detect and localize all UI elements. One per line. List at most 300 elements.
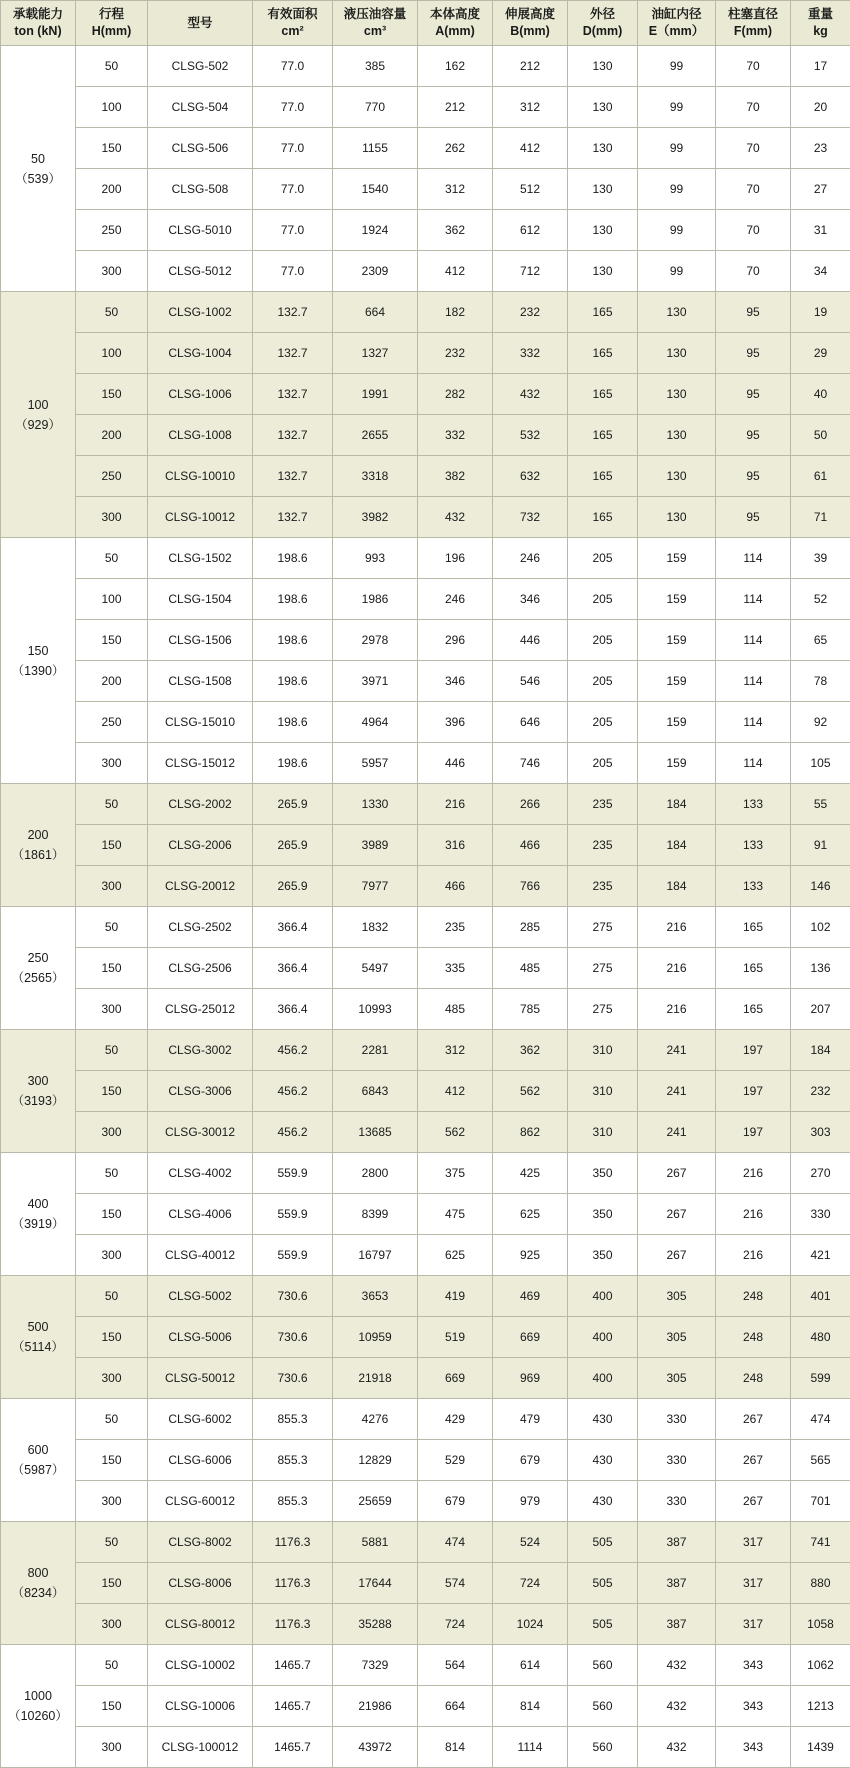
cell-oil: 664 (333, 292, 418, 333)
cell-b: 285 (493, 907, 568, 948)
cell-oil: 1330 (333, 784, 418, 825)
cell-oil: 2655 (333, 415, 418, 456)
cell-d: 235 (568, 866, 638, 907)
cell-weight: 52 (791, 579, 850, 620)
table-row (1, 415, 850, 456)
cell-a: 475 (418, 1194, 493, 1235)
cell-stroke: 50 (76, 907, 148, 948)
cell-b: 246 (493, 538, 568, 579)
cell-f: 133 (716, 784, 791, 825)
cell-e: 99 (638, 46, 716, 87)
cell-oil: 10959 (333, 1317, 418, 1358)
cell-b: 724 (493, 1563, 568, 1604)
cell-d: 350 (568, 1153, 638, 1194)
capacity-ton: 100 (1, 395, 75, 415)
cell-area: 855.3 (253, 1440, 333, 1481)
cell-b: 1024 (493, 1604, 568, 1645)
table-row (1, 169, 850, 210)
cell-a: 335 (418, 948, 493, 989)
capacity-ton: 800 (1, 1563, 75, 1583)
table-row (1, 1030, 850, 1071)
cell-e: 241 (638, 1112, 716, 1153)
capacity-kn: （5114） (1, 1337, 75, 1357)
cell-area: 366.4 (253, 907, 333, 948)
cell-area: 77.0 (253, 46, 333, 87)
cell-b: 814 (493, 1686, 568, 1727)
cell-oil: 17644 (333, 1563, 418, 1604)
cell-area: 1465.7 (253, 1645, 333, 1686)
cell-f: 114 (716, 620, 791, 661)
cell-d: 165 (568, 415, 638, 456)
cell-model: CLSG-6006 (148, 1440, 253, 1481)
capacity-ton: 500 (1, 1317, 75, 1337)
cell-area: 265.9 (253, 866, 333, 907)
cell-stroke: 50 (76, 1276, 148, 1317)
cell-model: CLSG-5006 (148, 1317, 253, 1358)
cell-a: 396 (418, 702, 493, 743)
cell-b: 485 (493, 948, 568, 989)
cell-oil: 4964 (333, 702, 418, 743)
cell-oil: 993 (333, 538, 418, 579)
cell-area: 855.3 (253, 1481, 333, 1522)
capacity-kn: （3193） (1, 1091, 75, 1111)
cell-b: 766 (493, 866, 568, 907)
capacity-kn: （10260） (1, 1706, 75, 1726)
cell-b: 212 (493, 46, 568, 87)
cell-a: 814 (418, 1727, 493, 1768)
cell-weight: 55 (791, 784, 850, 825)
capacity-kn: （539） (1, 169, 75, 189)
cell-f: 114 (716, 538, 791, 579)
column-header-line2: E（mm） (638, 23, 715, 40)
cell-a: 212 (418, 87, 493, 128)
cell-weight: 50 (791, 415, 850, 456)
cell-d: 430 (568, 1481, 638, 1522)
table-row (1, 210, 850, 251)
table-row (1, 579, 850, 620)
cell-b: 412 (493, 128, 568, 169)
cell-model: CLSG-10012 (148, 497, 253, 538)
cell-stroke: 300 (76, 1358, 148, 1399)
cell-b: 632 (493, 456, 568, 497)
cell-stroke: 300 (76, 1604, 148, 1645)
cell-a: 296 (418, 620, 493, 661)
table-row (1, 456, 850, 497)
cell-model: CLSG-502 (148, 46, 253, 87)
cell-b: 546 (493, 661, 568, 702)
cell-f: 248 (716, 1358, 791, 1399)
cell-e: 99 (638, 251, 716, 292)
cell-f: 95 (716, 497, 791, 538)
cell-oil: 1540 (333, 169, 418, 210)
cell-weight: 599 (791, 1358, 850, 1399)
cell-b: 479 (493, 1399, 568, 1440)
cell-stroke: 50 (76, 1153, 148, 1194)
cell-e: 267 (638, 1194, 716, 1235)
column-header-line1: 承载能力 (1, 6, 75, 23)
table-row (1, 1563, 850, 1604)
cell-area: 132.7 (253, 292, 333, 333)
cell-b: 512 (493, 169, 568, 210)
cell-model: CLSG-506 (148, 128, 253, 169)
table-row (1, 907, 850, 948)
header-row (1, 1, 850, 46)
cell-weight: 401 (791, 1276, 850, 1317)
cell-area: 1176.3 (253, 1563, 333, 1604)
cell-a: 196 (418, 538, 493, 579)
cell-d: 275 (568, 948, 638, 989)
cell-oil: 2309 (333, 251, 418, 292)
column-header-5 (418, 1, 493, 46)
cell-area: 730.6 (253, 1317, 333, 1358)
column-header-line1: 伸展高度 (493, 6, 567, 23)
cell-weight: 40 (791, 374, 850, 415)
cell-area: 1176.3 (253, 1604, 333, 1645)
cell-weight: 34 (791, 251, 850, 292)
cell-oil: 13685 (333, 1112, 418, 1153)
cell-oil: 3318 (333, 456, 418, 497)
cell-d: 400 (568, 1276, 638, 1317)
capacity-ton: 200 (1, 825, 75, 845)
cell-b: 232 (493, 292, 568, 333)
cell-b: 362 (493, 1030, 568, 1071)
cell-e: 387 (638, 1563, 716, 1604)
cell-d: 130 (568, 128, 638, 169)
cell-a: 382 (418, 456, 493, 497)
cell-d: 430 (568, 1399, 638, 1440)
cell-oil: 3982 (333, 497, 418, 538)
cell-b: 446 (493, 620, 568, 661)
table-row (1, 702, 850, 743)
cell-b: 612 (493, 210, 568, 251)
cell-weight: 1439 (791, 1727, 850, 1768)
cell-e: 267 (638, 1153, 716, 1194)
table-row (1, 661, 850, 702)
cell-area: 265.9 (253, 784, 333, 825)
cell-area: 1465.7 (253, 1686, 333, 1727)
cell-stroke: 300 (76, 1112, 148, 1153)
cell-area: 559.9 (253, 1235, 333, 1276)
cell-oil: 6843 (333, 1071, 418, 1112)
cell-e: 330 (638, 1481, 716, 1522)
table-row (1, 1399, 850, 1440)
cell-oil: 770 (333, 87, 418, 128)
cell-b: 979 (493, 1481, 568, 1522)
cell-e: 130 (638, 497, 716, 538)
cell-a: 312 (418, 169, 493, 210)
capacity-cell (1, 907, 76, 1030)
table-row (1, 1235, 850, 1276)
cell-area: 366.4 (253, 948, 333, 989)
cell-model: CLSG-1004 (148, 333, 253, 374)
cell-stroke: 150 (76, 948, 148, 989)
cell-weight: 20 (791, 87, 850, 128)
cell-area: 132.7 (253, 456, 333, 497)
cell-stroke: 50 (76, 1645, 148, 1686)
cell-weight: 78 (791, 661, 850, 702)
table-row (1, 1727, 850, 1768)
table-row (1, 87, 850, 128)
cell-d: 130 (568, 210, 638, 251)
cell-f: 165 (716, 948, 791, 989)
cell-model: CLSG-30012 (148, 1112, 253, 1153)
table-row (1, 1153, 850, 1194)
cell-oil: 3971 (333, 661, 418, 702)
cell-oil: 1832 (333, 907, 418, 948)
table-body (1, 46, 850, 1768)
cell-b: 625 (493, 1194, 568, 1235)
cell-area: 1465.7 (253, 1727, 333, 1768)
cell-area: 730.6 (253, 1276, 333, 1317)
cell-f: 95 (716, 456, 791, 497)
cell-d: 130 (568, 251, 638, 292)
cell-model: CLSG-10006 (148, 1686, 253, 1727)
cell-d: 430 (568, 1440, 638, 1481)
table-row (1, 1194, 850, 1235)
cell-f: 343 (716, 1645, 791, 1686)
column-header-10 (791, 1, 850, 46)
cell-model: CLSG-1502 (148, 538, 253, 579)
cell-oil: 21986 (333, 1686, 418, 1727)
column-header-6 (493, 1, 568, 46)
table-row (1, 1071, 850, 1112)
cell-area: 1176.3 (253, 1522, 333, 1563)
cell-oil: 2800 (333, 1153, 418, 1194)
cell-area: 855.3 (253, 1399, 333, 1440)
cell-e: 267 (638, 1235, 716, 1276)
cell-d: 310 (568, 1030, 638, 1071)
cell-d: 165 (568, 456, 638, 497)
cell-b: 746 (493, 743, 568, 784)
cell-d: 165 (568, 333, 638, 374)
cell-a: 316 (418, 825, 493, 866)
cell-stroke: 50 (76, 538, 148, 579)
cell-model: CLSG-40012 (148, 1235, 253, 1276)
cell-stroke: 300 (76, 497, 148, 538)
cell-f: 165 (716, 989, 791, 1030)
cell-d: 235 (568, 784, 638, 825)
cell-e: 432 (638, 1686, 716, 1727)
cell-oil: 1327 (333, 333, 418, 374)
cell-d: 310 (568, 1112, 638, 1153)
cell-d: 235 (568, 825, 638, 866)
cell-a: 474 (418, 1522, 493, 1563)
cell-area: 198.6 (253, 538, 333, 579)
column-header-line1: 外径 (568, 6, 637, 23)
cell-stroke: 50 (76, 1522, 148, 1563)
cell-stroke: 300 (76, 866, 148, 907)
column-header-line1: 油缸内径 (638, 6, 715, 23)
capacity-cell (1, 292, 76, 538)
cell-d: 275 (568, 989, 638, 1030)
cell-d: 165 (568, 497, 638, 538)
cell-model: CLSG-8002 (148, 1522, 253, 1563)
table-row (1, 538, 850, 579)
cell-f: 317 (716, 1522, 791, 1563)
cell-f: 114 (716, 661, 791, 702)
cell-d: 505 (568, 1604, 638, 1645)
cell-model: CLSG-1008 (148, 415, 253, 456)
cell-f: 70 (716, 46, 791, 87)
cell-a: 574 (418, 1563, 493, 1604)
cell-e: 99 (638, 169, 716, 210)
capacity-kn: （1390） (1, 661, 75, 681)
table-row (1, 251, 850, 292)
cell-stroke: 150 (76, 1194, 148, 1235)
cell-oil: 35288 (333, 1604, 418, 1645)
capacity-kn: （3919） (1, 1214, 75, 1234)
capacity-kn: （8234） (1, 1583, 75, 1603)
cell-f: 197 (716, 1071, 791, 1112)
cell-f: 70 (716, 128, 791, 169)
cell-model: CLSG-80012 (148, 1604, 253, 1645)
column-header-4 (333, 1, 418, 46)
capacity-cell (1, 784, 76, 907)
cell-a: 332 (418, 415, 493, 456)
cell-stroke: 50 (76, 46, 148, 87)
cell-a: 485 (418, 989, 493, 1030)
cell-e: 130 (638, 333, 716, 374)
cell-oil: 2978 (333, 620, 418, 661)
cell-b: 1114 (493, 1727, 568, 1768)
cell-e: 184 (638, 825, 716, 866)
cell-area: 132.7 (253, 333, 333, 374)
column-header-line2: ton (kN) (1, 23, 75, 40)
cell-f: 165 (716, 907, 791, 948)
table-row (1, 989, 850, 1030)
cell-model: CLSG-20012 (148, 866, 253, 907)
cell-model: CLSG-15010 (148, 702, 253, 743)
cell-f: 197 (716, 1112, 791, 1153)
table-row (1, 866, 850, 907)
cell-e: 216 (638, 948, 716, 989)
cell-stroke: 150 (76, 1071, 148, 1112)
cell-weight: 136 (791, 948, 850, 989)
cell-e: 99 (638, 128, 716, 169)
cell-weight: 701 (791, 1481, 850, 1522)
cell-area: 198.6 (253, 743, 333, 784)
cell-stroke: 150 (76, 825, 148, 866)
cell-f: 267 (716, 1440, 791, 1481)
cell-e: 241 (638, 1030, 716, 1071)
cell-area: 132.7 (253, 374, 333, 415)
cell-e: 99 (638, 87, 716, 128)
cell-f: 317 (716, 1604, 791, 1645)
cell-oil: 4276 (333, 1399, 418, 1440)
cell-stroke: 150 (76, 128, 148, 169)
cell-stroke: 150 (76, 620, 148, 661)
cell-b: 712 (493, 251, 568, 292)
table-row (1, 948, 850, 989)
cell-stroke: 200 (76, 661, 148, 702)
cell-d: 130 (568, 46, 638, 87)
cell-b: 969 (493, 1358, 568, 1399)
cell-model: CLSG-1506 (148, 620, 253, 661)
cell-e: 159 (638, 538, 716, 579)
cell-area: 265.9 (253, 825, 333, 866)
column-header-line2: H(mm) (76, 23, 147, 40)
cell-d: 165 (568, 292, 638, 333)
cell-stroke: 50 (76, 1399, 148, 1440)
cell-weight: 91 (791, 825, 850, 866)
table-row (1, 1481, 850, 1522)
table-row (1, 1358, 850, 1399)
cell-weight: 303 (791, 1112, 850, 1153)
cell-e: 159 (638, 743, 716, 784)
cell-weight: 39 (791, 538, 850, 579)
cell-e: 130 (638, 374, 716, 415)
cell-weight: 1213 (791, 1686, 850, 1727)
table-row (1, 128, 850, 169)
cell-a: 262 (418, 128, 493, 169)
cell-a: 182 (418, 292, 493, 333)
cell-weight: 184 (791, 1030, 850, 1071)
column-header-line2: cm³ (333, 23, 417, 40)
cell-oil: 385 (333, 46, 418, 87)
cell-e: 305 (638, 1358, 716, 1399)
capacity-ton: 300 (1, 1071, 75, 1091)
cell-d: 400 (568, 1317, 638, 1358)
cell-oil: 5881 (333, 1522, 418, 1563)
cell-b: 862 (493, 1112, 568, 1153)
cell-a: 466 (418, 866, 493, 907)
cell-stroke: 250 (76, 210, 148, 251)
cell-e: 184 (638, 784, 716, 825)
cell-a: 419 (418, 1276, 493, 1317)
table-row (1, 333, 850, 374)
cell-a: 362 (418, 210, 493, 251)
cell-model: CLSG-10010 (148, 456, 253, 497)
cell-b: 669 (493, 1317, 568, 1358)
cell-oil: 1986 (333, 579, 418, 620)
cell-d: 350 (568, 1194, 638, 1235)
cell-model: CLSG-5012 (148, 251, 253, 292)
column-header-line1: 液压油容量 (333, 6, 417, 23)
cell-weight: 31 (791, 210, 850, 251)
table-header (1, 1, 850, 46)
cell-d: 205 (568, 579, 638, 620)
cell-model: CLSG-2506 (148, 948, 253, 989)
cell-stroke: 300 (76, 743, 148, 784)
cell-weight: 92 (791, 702, 850, 743)
cell-f: 95 (716, 292, 791, 333)
cell-oil: 10993 (333, 989, 418, 1030)
capacity-ton: 150 (1, 641, 75, 661)
cell-e: 241 (638, 1071, 716, 1112)
cell-a: 412 (418, 1071, 493, 1112)
cell-oil: 1991 (333, 374, 418, 415)
cell-stroke: 200 (76, 169, 148, 210)
cell-weight: 480 (791, 1317, 850, 1358)
cell-e: 130 (638, 415, 716, 456)
cell-f: 114 (716, 743, 791, 784)
table-row (1, 825, 850, 866)
cell-area: 77.0 (253, 87, 333, 128)
table-row (1, 497, 850, 538)
cell-e: 387 (638, 1522, 716, 1563)
cell-f: 343 (716, 1727, 791, 1768)
cell-area: 730.6 (253, 1358, 333, 1399)
cell-oil: 1155 (333, 128, 418, 169)
cell-oil: 21918 (333, 1358, 418, 1399)
cell-e: 159 (638, 702, 716, 743)
cell-model: CLSG-6002 (148, 1399, 253, 1440)
cell-b: 432 (493, 374, 568, 415)
cell-stroke: 200 (76, 415, 148, 456)
table-row (1, 1645, 850, 1686)
cell-weight: 61 (791, 456, 850, 497)
cell-weight: 146 (791, 866, 850, 907)
